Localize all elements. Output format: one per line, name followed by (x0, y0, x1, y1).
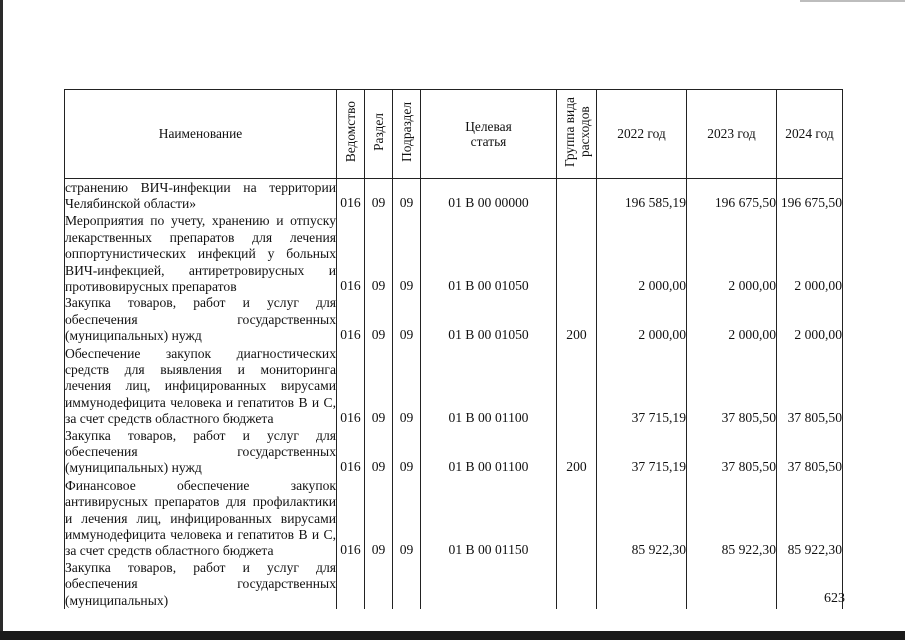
row-ved: 016 (337, 212, 365, 295)
row-name: Закупка товаров, работ и услуг для обеспечения государственных (муниципальных) нужд (65, 295, 336, 344)
row-podr (393, 560, 421, 609)
row-2022: 2 000,00 (597, 295, 687, 344)
row-podr: 09 (393, 179, 421, 213)
row-cs: 01 В 00 01050 (421, 212, 557, 295)
row-razd (365, 560, 393, 609)
header-2024: 2024 год (777, 90, 843, 179)
header-vedomstvo: Ведомство (337, 90, 365, 179)
row-cs: 01 В 00 01050 (421, 295, 557, 344)
row-cs: 01 В 00 00000 (421, 179, 557, 213)
row-vr: 200 (557, 295, 597, 344)
row-vr: 200 (557, 428, 597, 477)
row-2022: 85 922,30 (597, 477, 687, 560)
row-2022: 2 000,00 (597, 212, 687, 295)
header-podrazdel: Подраздел (393, 90, 421, 179)
row-2023: 37 805,50 (687, 428, 777, 477)
row-2022 (597, 560, 687, 609)
row-2023: 85 922,30 (687, 477, 777, 560)
row-ved: 016 (337, 428, 365, 477)
row-2023: 2 000,00 (687, 295, 777, 344)
table-row (65, 295, 843, 344)
header-group: Группа вида расходов (557, 90, 597, 179)
row-2024: 37 805,50 (777, 345, 843, 428)
row-ved: 016 (337, 179, 365, 213)
row-2022: 37 715,19 (597, 345, 687, 428)
row-vr (557, 477, 597, 560)
row-name: Закупка товаров, работ и услуг для обеспечения государственных (муниципальных) нужд (65, 427, 336, 476)
row-2024: 2 000,00 (777, 295, 843, 344)
row-razd: 09 (365, 477, 393, 560)
budget-table (64, 89, 843, 609)
row-razd: 09 (365, 428, 393, 477)
row-name: Закупка товаров, работ и услуг для обеспечения государственных (муниципальных) (65, 559, 336, 608)
row-cs: 01 В 00 01150 (421, 477, 557, 560)
table-row (65, 212, 843, 295)
row-ved: 016 (337, 295, 365, 344)
row-vr (557, 345, 597, 428)
row-vr (557, 179, 597, 213)
row-2024: 2 000,00 (777, 212, 843, 295)
row-podr: 09 (393, 212, 421, 295)
row-ved: 016 (337, 345, 365, 428)
row-name: Финансовое обеспечение закупок антивирусных препаратов для профилактики и лечения лиц, инфицированных вирусами иммунодефицита человека и гепатитов В и С, за счет средств областного бюджета (65, 477, 336, 559)
row-ved: 016 (337, 477, 365, 560)
row-razd: 09 (365, 345, 393, 428)
row-name: Обеспечение закупок диагностических средств для выявления и мониторинга лечения лиц, инфицированных вирусами иммунодефицита человека и гепатитов В и С, за счет средств областного бюджета (65, 345, 336, 427)
scan-top-edge (800, 0, 905, 2)
scan-bottom-edge (0, 631, 905, 640)
row-2023: 196 675,50 (687, 179, 777, 213)
row-2023: 37 805,50 (687, 345, 777, 428)
row-2024: 85 922,30 (777, 477, 843, 560)
table-header-row (65, 90, 843, 179)
row-2024: 196 675,50 (777, 179, 843, 213)
row-podr: 09 (393, 345, 421, 428)
row-2023: 2 000,00 (687, 212, 777, 295)
row-razd: 09 (365, 295, 393, 344)
table-row (65, 345, 843, 428)
header-2023: 2023 год (687, 90, 777, 179)
header-2022: 2022 год (597, 90, 687, 179)
row-2024: 37 805,50 (777, 428, 843, 477)
table-row (65, 560, 843, 609)
row-razd: 09 (365, 212, 393, 295)
row-razd: 09 (365, 179, 393, 213)
header-name: Наименование (65, 90, 337, 179)
row-2022: 37 715,19 (597, 428, 687, 477)
row-cs: 01 В 00 01100 (421, 345, 557, 428)
header-razdel: Раздел (365, 90, 393, 179)
table-row (65, 428, 843, 477)
page-number: 623 (824, 591, 845, 606)
row-ved (337, 560, 365, 609)
row-podr: 09 (393, 295, 421, 344)
table-row (65, 179, 843, 213)
row-2023 (687, 560, 777, 609)
row-name: странению ВИЧ-инфекции на территории Челябинской области» (65, 179, 336, 211)
row-vr (557, 212, 597, 295)
row-podr: 09 (393, 428, 421, 477)
table-row (65, 477, 843, 560)
scan-left-edge (0, 0, 3, 640)
row-cs (421, 560, 557, 609)
row-2022: 196 585,19 (597, 179, 687, 213)
row-podr: 09 (393, 477, 421, 560)
header-target: Целевая статья (421, 90, 557, 179)
row-name: Мероприятия по учету, хранению и отпуску лекарственных препаратов для лечения оппортунистических инфекций у больных ВИЧ-инфекцией, антиретровирусных и противовирусных препаратов (65, 213, 336, 294)
row-vr (557, 560, 597, 609)
row-cs: 01 В 00 01100 (421, 428, 557, 477)
